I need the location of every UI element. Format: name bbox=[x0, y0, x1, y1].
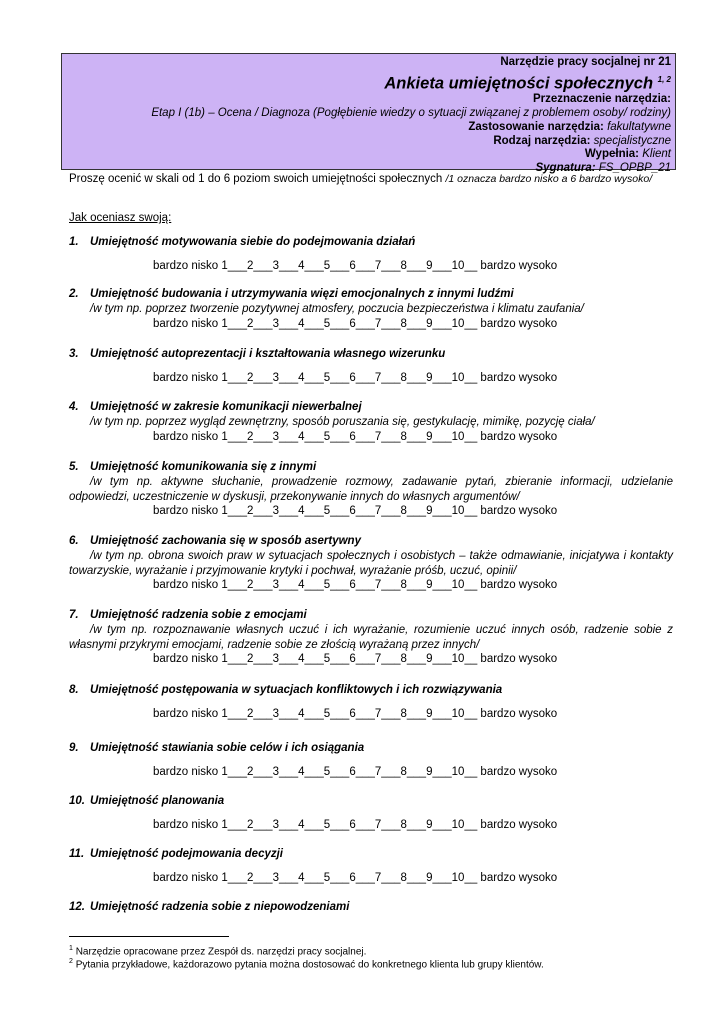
rating-scale[interactable]: bardzo nisko 1___2___3___4___5___6___7___8___9___10__ bardzo wysoko bbox=[153, 818, 558, 831]
filled-by-row: Wypełnia: Klient bbox=[584, 148, 671, 161]
question-7: 7. Umiejętność radzenia sobie z emocjami /w tym np. rozpoznawanie własnych uczuć i ich wyrażanie, rozumienie uczuć innych osób, radzenie sobie z własnymi przykrymi emocjami, radzenie sobie ze złością wyrażaną przez innych/ bardzo nisko 1___2___3___4___5___6___7___8___9___10__ bardzo wysoko bbox=[69, 609, 673, 666]
question-11: 11. Umiejętność podejmowania decyzji bardzo nisko 1___2___3___4___5___6___7___8___9___10__ bardzo wysoko bbox=[69, 847, 673, 886]
question-12: 12. Umiejętność radzenia sobie z niepowodzeniami bbox=[69, 901, 350, 913]
rating-scale[interactable]: bardzo nisko 1___2___3___4___5___6___7___8___9___10__ bardzo wysoko bbox=[153, 871, 558, 884]
question-4: 4. Umiejętność w zakresie komunikacji niewerbalnej /w tym np. poprzez wygląd zewnętrzny, sposób poruszania się, gestykulację, mimikę, pozycję ciała/ bardzo nisko 1___2___3___4___5___6___7___8___9___10__ bardzo wysoko bbox=[69, 400, 673, 444]
instructions: Proszę ocenić w skali od 1 do 6 poziom swoich umiejętności społecznych /1 oznacza bardzo nisko a 6 bardzo wysoko/ bbox=[69, 173, 653, 185]
rating-scale[interactable]: bardzo nisko 1___2___3___4___5___6___7___8___9___10__ bardzo wysoko bbox=[153, 653, 558, 666]
rating-scale[interactable]: bardzo nisko 1___2___3___4___5___6___7___8___9___10__ bardzo wysoko bbox=[153, 259, 558, 272]
rating-scale[interactable]: bardzo nisko 1___2___3___4___5___6___7___8___9___10__ bardzo wysoko bbox=[153, 707, 558, 720]
rating-scale[interactable]: bardzo nisko 1___2___3___4___5___6___7___8___9___10__ bardzo wysoko bbox=[153, 579, 558, 592]
rating-scale[interactable]: bardzo nisko 1___2___3___4___5___6___7___8___9___10__ bardzo wysoko bbox=[153, 317, 558, 330]
rating-scale[interactable]: bardzo nisko 1___2___3___4___5___6___7___8___9___10__ bardzo wysoko bbox=[153, 371, 558, 384]
footnote-separator bbox=[69, 936, 229, 937]
signature-row: Sygnatura: FS_OPBP_21 bbox=[535, 162, 671, 175]
rating-scale[interactable]: bardzo nisko 1___2___3___4___5___6___7___8___9___10__ bardzo wysoko bbox=[153, 430, 558, 443]
rating-scale[interactable]: bardzo nisko 1___2___3___4___5___6___7___8___9___10__ bardzo wysoko bbox=[153, 765, 558, 778]
question-3: 3. Umiejętność autoprezentacji i kształtowania własnego wizerunku bardzo nisko 1___2___3___4___5___6___7___8___9___10__ bardzo wysoko bbox=[69, 347, 673, 386]
application-row: Zastosowanie narzędzia: fakultatywne bbox=[468, 120, 671, 133]
question-9: 9. Umiejętność stawiania sobie celów i ich osiągania bardzo nisko 1___2___3___4___5___6___7___8___9___10__ bardzo wysoko bbox=[69, 741, 673, 780]
document-title: Ankieta umiejętności społecznych $^{1, 2}$ bbox=[384, 74, 671, 93]
question-5: 5. Umiejętność komunikowania się z innymi /w tym np. aktywne słuchanie, prowadzenie rozmowy, zadawanie pytań, zbieranie informacji, udzielanie odpowiedzi, uczestniczenie w dyskusji, przekonywanie innych do własnych argumentów/ bardzo nisko 1___2___3___4___5___6___7___8___9___10__ bardzo wysoko bbox=[69, 461, 673, 518]
footnote-1: $^1$ Narzędzie opracowane przez Zespół ds. narzędzi pracy socjalnej. bbox=[69, 945, 367, 958]
question-10: 10. Umiejętność planowania bardzo nisko 1___2___3___4___5___6___7___8___9___10__ bardzo wysoko bbox=[69, 794, 673, 833]
title-footnote-refs: 1, 2 bbox=[657, 74, 671, 84]
question-6: 6. Umiejętność zachowania się w sposób asertywny /w tym np. obrona swoich praw w sytuacjach społecznych i osobistych – także odmawianie, inicjatywa i kontakty towarzyskie, wyrażanie i przyjmowanie krytyki i pochwał, wyrażanie próśb, uczuć, opinii/ bardzo nisko 1___2___3___4___5___6___7___8___9___10__ bardzo wysoko bbox=[69, 535, 673, 592]
question-1: 1. Umiejętność motywowania siebie do podejmowania działań bardzo nisko 1___2___3___4___5___6___7___8___9___10__ bardzo wysoko bbox=[69, 235, 673, 274]
tool-number: Narzędzie pracy socjalnej nr 21 bbox=[500, 56, 671, 68]
type-row: Rodzaj narzędzia: specjalistyczne bbox=[493, 134, 671, 147]
footnote-2: $^2$ Pytania przykładowe, każdorazowo pytania można dostosować do konkretnego klienta lub grupy klientów. bbox=[69, 958, 544, 971]
question-lead: Jak oceniasz swoją: bbox=[69, 212, 172, 224]
rating-scale[interactable]: bardzo nisko 1___2___3___4___5___6___7___8___9___10__ bardzo wysoko bbox=[153, 505, 558, 518]
purpose-label: Przeznaczenie narzędzia: bbox=[532, 93, 671, 106]
question-8: 8. Umiejętność postępowania w sytuacjach konfliktowych i ich rozwiązywania bardzo nisko 1___2___3___4___5___6___7___8___9___10__ bardzo wysoko bbox=[69, 683, 673, 722]
document-header bbox=[61, 53, 676, 175]
purpose-text: Etap I (1b) – Ocena / Diagnoza (Pogłębienie wiedzy o sytuacji związanej z problemem osoby/ rodziny) bbox=[151, 107, 671, 120]
question-2: 2. Umiejętność budowania i utrzymywania więzi emocjonalnych z innymi ludźmi /w tym np. poprzez tworzenie pozytywnej atmosfery, poczucia bezpieczeństwa i klimatu zaufania/ bardzo nisko 1___2___3___4___5___6___7___8___9___10__ bardzo wysoko bbox=[69, 287, 673, 331]
